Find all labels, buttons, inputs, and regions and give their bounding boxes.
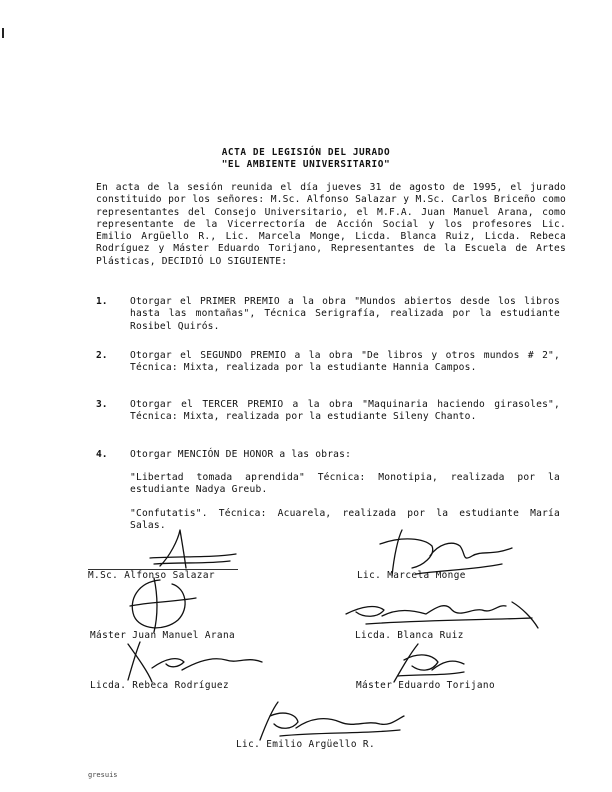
- honor-mention: "Confutatis". Técnica: Acuarela, realizada por la estudiante María Salas.: [130, 508, 560, 532]
- item-text: Otorgar el PRIMER PREMIO a la obra "Mundos abiertos desde los libros hasta las montañas", Técnica Serigrafía, realizada por la estudiante Rosibel Quirós.: [130, 296, 560, 332]
- document-subtitle: "EL AMBIENTE UNIVERSITARIO": [221, 159, 391, 170]
- signatory-name: Licda. Rebeca Rodríguez: [90, 680, 230, 691]
- signature-5-graphic: [122, 638, 272, 686]
- signature-4-graphic: [342, 588, 557, 634]
- signatory-name: M.Sc. Alfonso Salazar: [88, 570, 215, 581]
- item-text: Otorgar el SEGUNDO PREMIO a la obra "De libros y otros mundos # 2", Técnica: Mixta, realizada por la estudiante Hannia Campos.: [130, 350, 560, 374]
- signatory-name: Licda. Blanca Ruiz: [355, 630, 464, 641]
- signatory-name: Máster Juan Manuel Arana: [90, 630, 236, 641]
- signatory-name: Lic. Emilio Argüello R.: [236, 739, 376, 750]
- item-number: 1.: [96, 296, 108, 307]
- item-number: 3.: [96, 399, 108, 410]
- scan-edge-mark: [2, 28, 4, 38]
- item-number: 4.: [96, 449, 108, 460]
- document-title: ACTA DE LEGISIÓN DEL JURADO: [221, 147, 391, 158]
- signature-3-graphic: [124, 576, 204, 636]
- honor-mention: "Libertad tomada aprendida" Técnica: Monotipia, realizada por la estudiante Nadya Greub.: [130, 472, 560, 496]
- intro-paragraph: En acta de la sesión reunida el día jueves 31 de agosto de 1995, el jurado constituido por los señores: M.Sc. Alfonso Salazar y M.Sc. Carlos Briceño como representantes del Consejo Universitario, el M.F.A. Juan Manuel Arana, como representante de la Vicerrectoría de Acción Social y los profesores Lic. Emilio Argüello R., Lic. Marcela Monge, Licda. Blanca Ruiz, Licda. Rebeca Rodríguez y Máster Eduardo Torijano, Representantes de la Escuela de Artes Plásticas, DECIDIÓ LO SIGUIENTE:: [96, 182, 566, 267]
- item-text: Otorgar MENCIÓN DE HONOR a las obras:: [130, 449, 352, 460]
- item-text: Otorgar el TERCER PREMIO a la obra "Maquinaria haciendo girasoles", Técnica: Mixta, realizada por la estudiante Sileny Chanto.: [130, 399, 560, 423]
- item-number: 2.: [96, 350, 108, 361]
- signatory-name: Lic. Marcela Monge: [357, 570, 466, 581]
- signatory-name: Máster Eduardo Torijano: [356, 680, 496, 691]
- footer-code: gresuis: [88, 771, 118, 779]
